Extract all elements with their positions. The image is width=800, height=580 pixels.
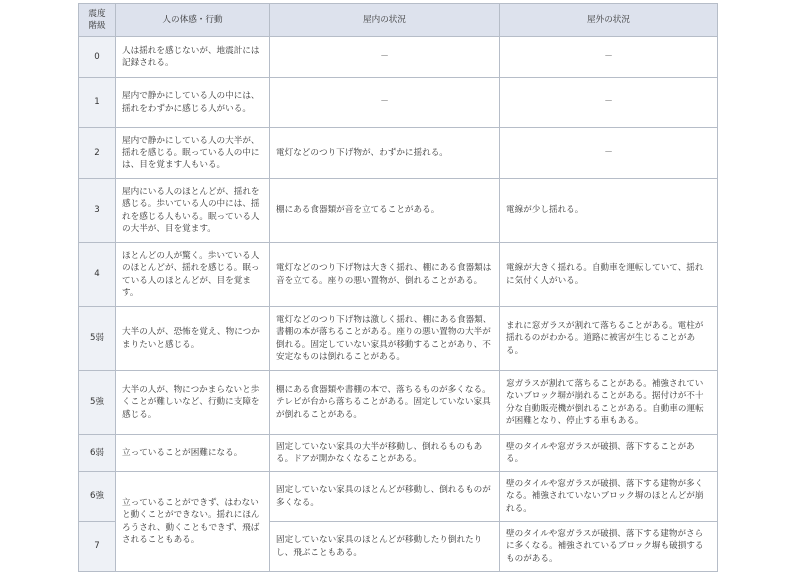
table-row [79, 37, 718, 78]
table-row [79, 307, 718, 371]
level-cell: 1 [79, 78, 116, 128]
table-row [79, 472, 718, 522]
header-outdoor: 屋外の状況 [500, 4, 718, 37]
outdoor-cell: 電線が少し揺れる。 [500, 179, 718, 243]
header-indoor: 屋内の状況 [270, 4, 500, 37]
indoor-cell: 棚にある食器類が音を立てることがある。 [270, 179, 500, 243]
level-cell: 5弱 [79, 307, 116, 371]
outdoor-cell: 壁のタイルや窓ガラスが破損、落下する建物がさらに多くなる。補強されているブロック塀も破損するものがある。 [500, 522, 718, 572]
seismic-intensity-table [78, 3, 718, 572]
human-cell: 大半の人が、恐怖を覚え、物につかまりたいと感じる。 [116, 307, 270, 371]
outdoor-cell: 窓ガラスが割れて落ちることがある。補強されていないブロック塀が崩れることがある。据付けが不十分な自動販売機が倒れることがある。自動車の運転が困難となり、停止する車もある。 [500, 371, 718, 435]
indoor-cell: － [270, 78, 500, 128]
level-cell: 7 [79, 522, 116, 572]
outdoor-cell: 壁のタイルや窓ガラスが破損、落下する建物が多くなる。補強されていないブロック塀のほとんどが崩れる。 [500, 472, 718, 522]
level-cell: 4 [79, 243, 116, 307]
level-cell: 0 [79, 37, 116, 78]
table-row [79, 78, 718, 128]
level-cell: 5強 [79, 371, 116, 435]
level-cell: 6強 [79, 472, 116, 522]
human-cell: 大半の人が、物につかまらないと歩くことが難しいなど、行動に支障を感じる。 [116, 371, 270, 435]
outdoor-cell: まれに窓ガラスが割れて落ちることがある。電柱が揺れるのがわかる。道路に被害が生じることがある。 [500, 307, 718, 371]
indoor-cell: 電灯などのつり下げ物は大きく揺れ、棚にある食器類は音を立てる。座りの悪い置物が、倒れることがある。 [270, 243, 500, 307]
indoor-cell: 棚にある食器類や書棚の本で、落ちるものが多くなる。テレビが台から落ちることがある。固定していない家具が倒れることがある。 [270, 371, 500, 435]
human-cell-merged: 立っていることができず、はわないと動くことができない。揺れにほんろうされ、動くこともできず、飛ばされることもある。 [116, 472, 270, 572]
indoor-cell: － [270, 37, 500, 78]
human-cell: 人は揺れを感じないが、地震計には記録される。 [116, 37, 270, 78]
human-cell: 屋内で静かにしている人の中には、揺れをわずかに感じる人がいる。 [116, 78, 270, 128]
table-row [79, 179, 718, 243]
level-cell: 2 [79, 128, 116, 179]
outdoor-cell: － [500, 37, 718, 78]
human-cell: 立っていることが困難になる。 [116, 435, 270, 472]
indoor-cell: 固定していない家具のほとんどが移動したり倒れたりし、飛ぶこともある。 [270, 522, 500, 572]
outdoor-cell: － [500, 128, 718, 179]
outdoor-cell: 壁のタイルや窓ガラスが破損、落下することがある。 [500, 435, 718, 472]
indoor-cell: 固定していない家具の大半が移動し、倒れるものもある。ドアが開かなくなることがある。 [270, 435, 500, 472]
table-row [79, 243, 718, 307]
outdoor-cell: － [500, 78, 718, 128]
indoor-cell: 電灯などのつり下げ物が、わずかに揺れる。 [270, 128, 500, 179]
indoor-cell: 電灯などのつり下げ物は激しく揺れ、棚にある食器類、書棚の本が落ちることがある。座りの悪い置物の大半が倒れる。固定していない家具が移動することがあり、不安定なものは倒れることがある。 [270, 307, 500, 371]
header-human: 人の体感・行動 [116, 4, 270, 37]
human-cell: ほとんどの人が驚く。歩いている人のほとんどが、揺れを感じる。眠っている人のほとんどが、目を覚ます。 [116, 243, 270, 307]
level-cell: 3 [79, 179, 116, 243]
outdoor-cell: 電線が大きく揺れる。自動車を運転していて、揺れに気付く人がいる。 [500, 243, 718, 307]
human-cell: 屋内にいる人のほとんどが、揺れを感じる。歩いている人の中には、揺れを感じる人もいる。眠っている人の大半が、目を覚ます。 [116, 179, 270, 243]
table-row [79, 371, 718, 435]
table-row [79, 435, 718, 472]
human-cell: 屋内で静かにしている人の大半が、揺れを感じる。眠っている人の中には、目を覚ます人もいる。 [116, 128, 270, 179]
header-level: 震度階級 [79, 4, 116, 37]
table-row [79, 128, 718, 179]
indoor-cell: 固定していない家具のほとんどが移動し、倒れるものが多くなる。 [270, 472, 500, 522]
header-row [79, 4, 718, 37]
level-cell: 6弱 [79, 435, 116, 472]
